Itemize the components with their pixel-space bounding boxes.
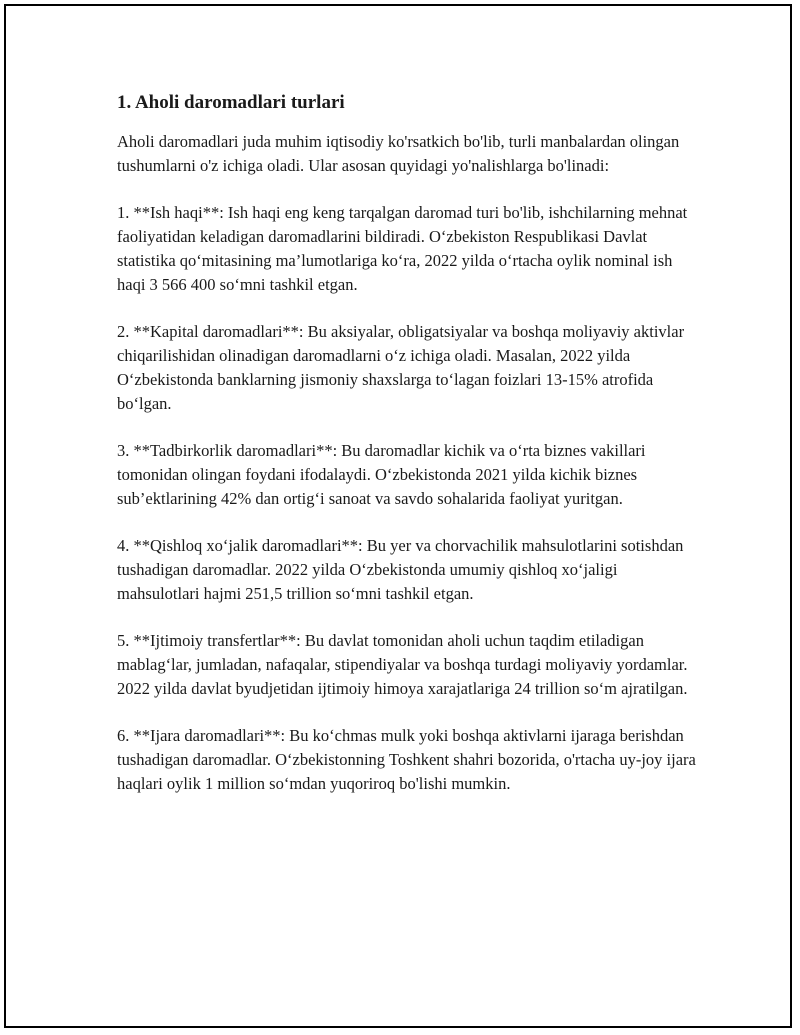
income-type-entrepreneurship: 3. **Tadbirkorlik daromadlari**: Bu daromadlar kichik va o‘rta biznes vakillari tomonidan olingan foydani ifodalaydi. O‘zbekistonda 2021 yilda kichik biznes sub’ektlarining 42% dan ortig‘i sanoat va savdo sohalarida faoliyat yuritgan.	[117, 441, 646, 508]
income-type-capital: 2. **Kapital daromadlari**: Bu aksiyalar, obligatsiyalar va boshqa moliyaviy aktivlar chiqarilishidan olinadigan daromadlarni o‘z ichiga oladi. Masalan, 2022 yilda O‘zbekistonda banklarning jismoniy shaxslarga to‘lagan foizlari 13-15% atrofida bo‘lgan.	[117, 322, 685, 413]
income-type-agriculture: 4. **Qishloq xo‘jalik daromadlari**: Bu yer va chorvachilik mahsulotlarini sotishdan tushadigan daromadlar. 2022 yilda O‘zbekistonda umumiy qishloq xo‘jaligi mahsulotlari hajmi 251,5 trillion so‘mni tashkil etgan.	[117, 536, 684, 603]
income-type-wages: 1. **Ish haqi**: Ish haqi eng keng tarqalgan daromad turi bo'lib, ishchilarning mehnat faoliyatidan keladigan daromadlarini bildiradi. O‘zbekiston Respublikasi Davlat statistika qo‘mitasining ma’lumotlariga ko‘ra, 2022 yilda o‘rtacha oylik nominal ish haqi 3 566 400 so‘mni tashkil etgan.	[117, 203, 688, 294]
income-type-rent: 6. **Ijara daromadlari**: Bu ko‘chmas mulk yoki boshqa aktivlarni ijaraga berishdan tushadigan daromadlar. O‘zbekistonning Toshkent shahri bozorida, o'rtacha uy-joy ijara haqlari oylik 1 million so‘mdan yuqoriroq bo'lishi mumkin.	[117, 726, 696, 793]
section-heading: 1. Aholi daromadlari turlari	[117, 92, 345, 113]
income-type-social-transfers: 5. **Ijtimoiy transfertlar**: Bu davlat tomonidan aholi uchun taqdim etiladigan mablag‘lar, jumladan, nafaqalar, stipendiyalar va boshqa turdagi moliyaviy yordamlar. 2022 yilda davlat byudjetidan ijtimoiy himoya xarajatlariga 24 trillion so‘m ajratilgan.	[117, 631, 688, 698]
document-body	[117, 90, 702, 819]
intro-paragraph: Aholi daromadlari juda muhim iqtisodiy ko'rsatkich bo'lib, turli manbalardan olingan tushumlarni o'z ichiga oladi. Ular asosan quyidagi yo'nalishlarga bo'linadi:	[117, 132, 680, 175]
